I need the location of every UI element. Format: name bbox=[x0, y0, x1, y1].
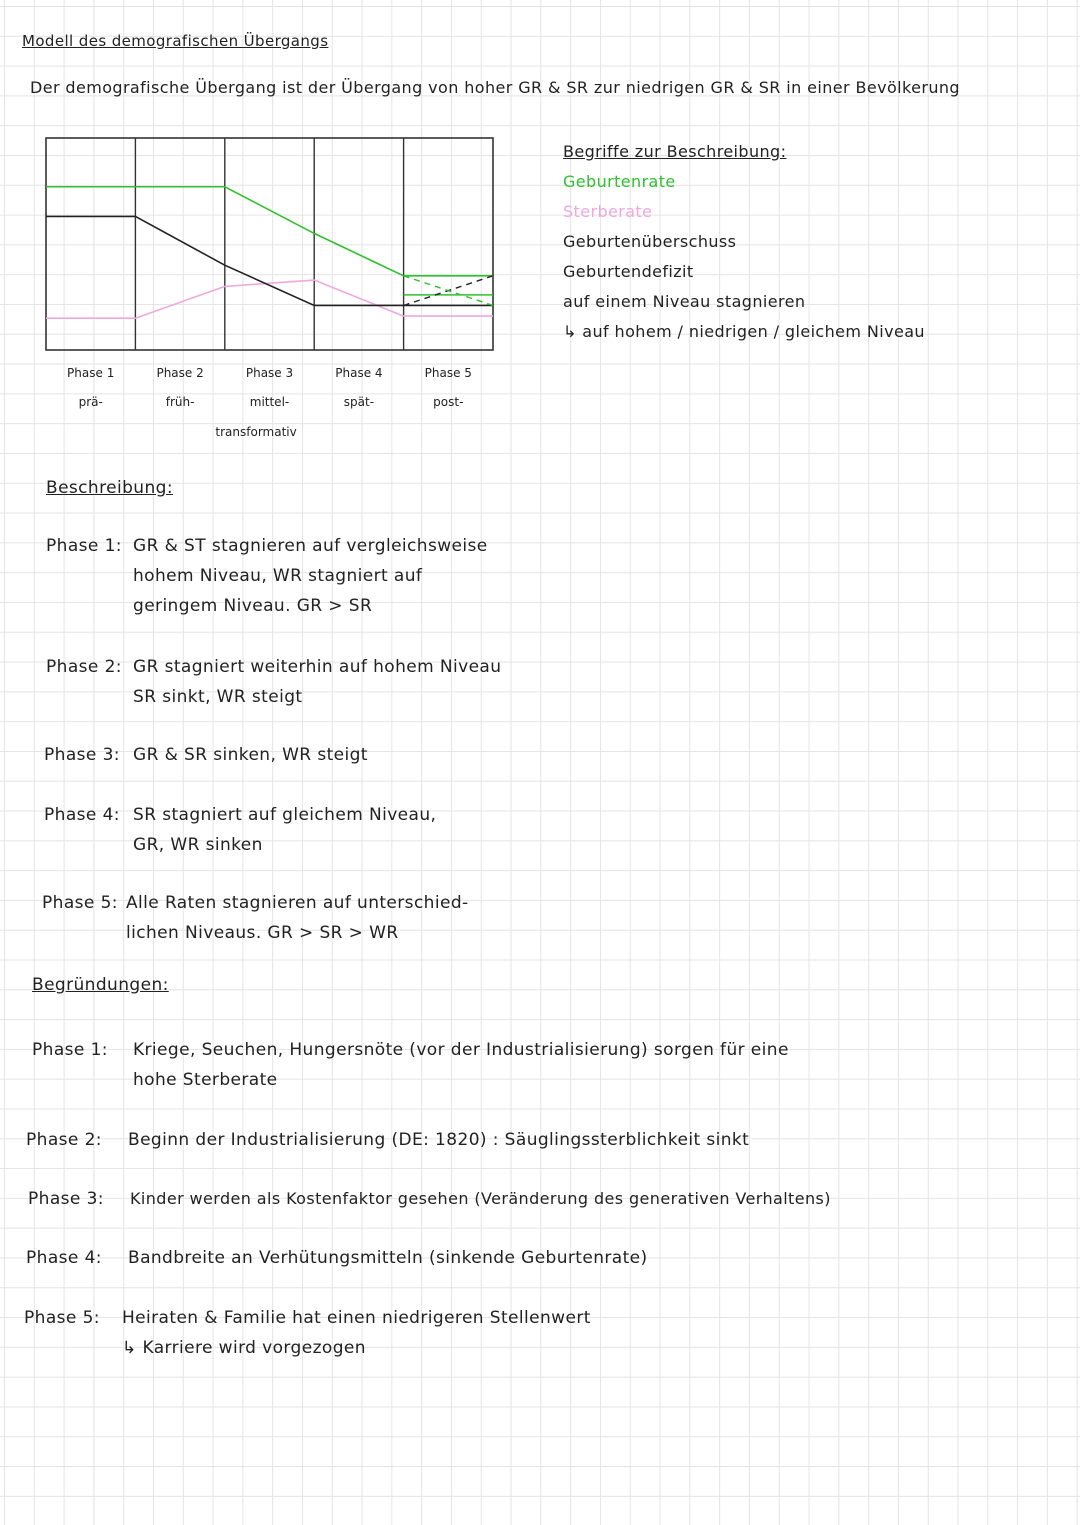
intro-text: Der demografische Übergang ist der Übergang von hoher GR & SR zur niedrigen GR & SR in einer Bevölkerung bbox=[30, 78, 960, 97]
series-line-wachstumsrate bbox=[46, 216, 493, 305]
term-item: ↳ auf hohem / niedrigen / gleichem Niveau bbox=[563, 322, 925, 341]
reasons-heading: Begründungen: bbox=[32, 975, 169, 995]
phase-text: GR & ST stagnieren auf vergleichsweise bbox=[133, 536, 488, 556]
term-item: Geburtendefizit bbox=[563, 262, 694, 281]
phase-text: GR, WR sinken bbox=[133, 835, 263, 855]
phase-label: Phase 3: bbox=[28, 1189, 104, 1209]
phase-sublabel: prä- bbox=[78, 395, 103, 409]
phase-label: Phase 5 bbox=[424, 366, 472, 380]
phase-text: Beginn der Industrialisierung (DE: 1820) : Säuglingssterblichkeit sinkt bbox=[128, 1130, 750, 1150]
phase-text: geringem Niveau. GR > SR bbox=[133, 596, 373, 616]
phase-text: lichen Niveaus. GR > SR > WR bbox=[126, 923, 399, 943]
phase-text: GR stagniert weiterhin auf hohem Niveau bbox=[133, 657, 502, 677]
phase-label: Phase 3: bbox=[44, 745, 120, 765]
phase-label: Phase 3 bbox=[245, 366, 294, 380]
phase-sublabel: mittel- bbox=[249, 395, 290, 409]
phase-text: Heiraten & Familie hat einen niedrigeren Stellenwert bbox=[122, 1308, 591, 1328]
phase-label: Phase 4: bbox=[26, 1248, 102, 1268]
term-item: Geburtenrate bbox=[563, 172, 676, 191]
term-item: Geburtenüberschuss bbox=[563, 232, 737, 251]
phase-text: hohem Niveau, WR stagniert auf bbox=[133, 566, 423, 586]
transformativ-label: transformativ bbox=[215, 425, 297, 439]
phase-label: Phase 1: bbox=[46, 536, 122, 556]
phase-text: hohe Sterberate bbox=[133, 1070, 278, 1090]
phase-text: Kriege, Seuchen, Hungersnöte (vor der Industrialisierung) sorgen für eine bbox=[133, 1040, 789, 1060]
terms-heading: Begriffe zur Beschreibung: bbox=[563, 142, 787, 161]
phase-text: ↳ Karriere wird vorgezogen bbox=[122, 1338, 366, 1358]
phase-text: Alle Raten stagnieren auf unterschied- bbox=[126, 893, 469, 913]
phase-sublabel: spät- bbox=[343, 395, 375, 409]
description-heading: Beschreibung: bbox=[46, 478, 173, 498]
phase-label: Phase 5: bbox=[24, 1308, 100, 1328]
phase-label: Phase 1 bbox=[67, 366, 115, 380]
phase-sublabel: früh- bbox=[165, 395, 195, 409]
phase-label: Phase 4 bbox=[335, 366, 383, 380]
phase-text: SR stagniert auf gleichem Niveau, bbox=[133, 805, 437, 825]
transition-chart bbox=[40, 132, 510, 452]
term-item: auf einem Niveau stagnieren bbox=[563, 292, 806, 311]
phase-text: GR & SR sinken, WR steigt bbox=[133, 745, 368, 765]
phase-text: SR sinkt, WR steigt bbox=[133, 687, 303, 707]
phase-text: Bandbreite an Verhütungsmitteln (sinkende Geburtenrate) bbox=[128, 1248, 648, 1268]
phase-label: Phase 2 bbox=[156, 366, 204, 380]
phase-label: Phase 2: bbox=[26, 1130, 102, 1150]
phase-label: Phase 4: bbox=[44, 805, 120, 825]
phase-sublabel: post- bbox=[433, 395, 464, 409]
page-title: Modell des demografischen Übergangs bbox=[22, 32, 329, 50]
phase-label: Phase 5: bbox=[42, 893, 118, 913]
term-item: Sterberate bbox=[563, 202, 653, 221]
series-line-geburtenrate bbox=[46, 187, 493, 276]
phase-label: Phase 2: bbox=[46, 657, 122, 677]
phase-text: Kinder werden als Kostenfaktor gesehen (Veränderung des generativen Verhaltens) bbox=[130, 1189, 831, 1208]
phase-label: Phase 1: bbox=[32, 1040, 108, 1060]
